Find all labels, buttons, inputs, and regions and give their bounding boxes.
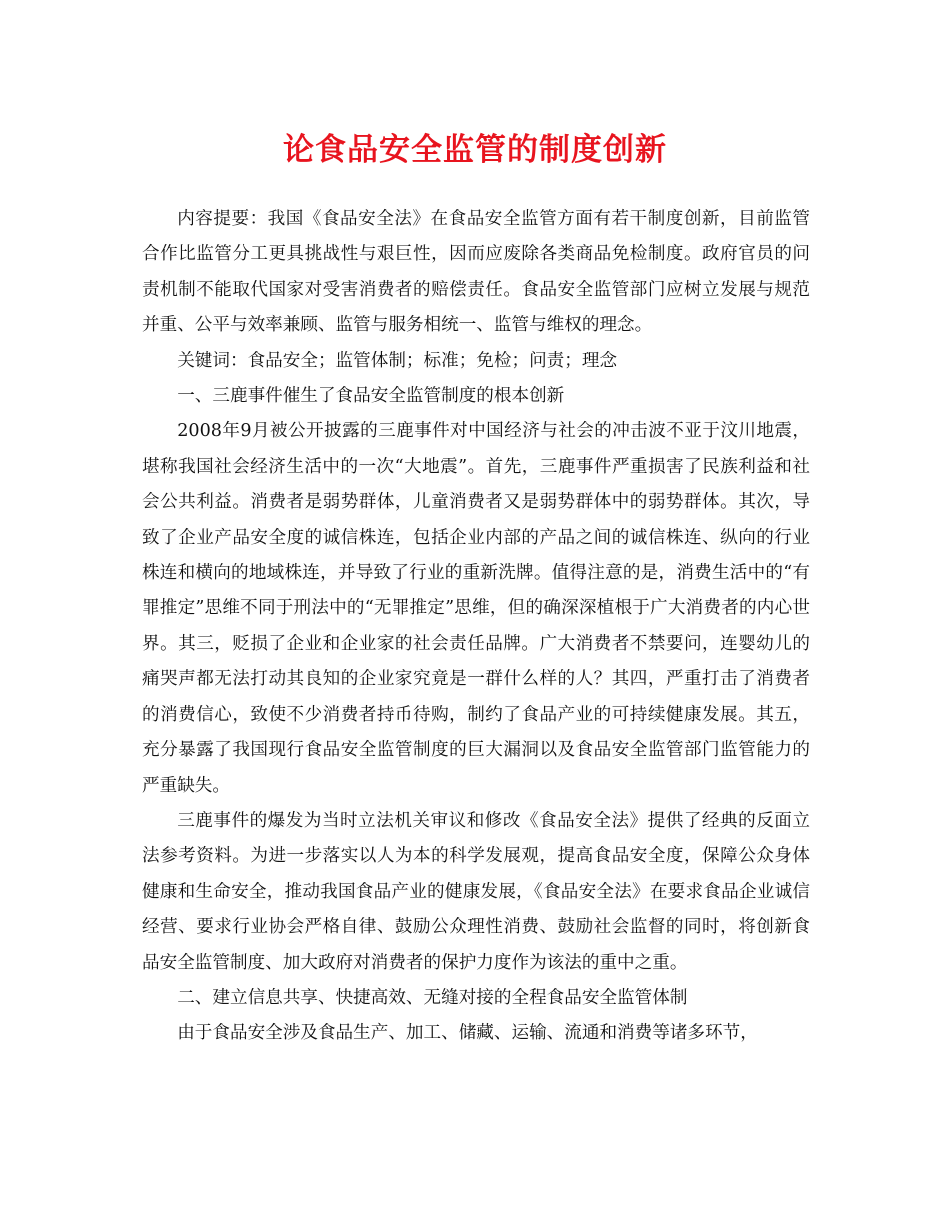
body-paragraph: 三鹿事件的爆发为当时立法机关审议和修改《食品安全法》提供了经典的反面立法参考资料。为进一步落实以人为本的科学发展观，提高食品安全度，保障公众身体健康和生命安全，推动我国食品产业的健康发展，《食品安全法》在要求食品企业诚信经营、要求行业协会严格自律、鼓励公众理性消费、鼓励社会监督的同时，将创新食品安全监管制度、加大政府对消费者的保护力度作为该法的重中之重。 (142, 810, 810, 973)
document-body (142, 202, 810, 1052)
body-paragraph: 由于食品安全涉及食品生产、加工、储藏、运输、流通和消费等诸多环节， (177, 1023, 758, 1044)
keywords-paragraph: 关键词：食品安全；监管体制；标准；免检；问责；理念 (177, 350, 618, 371)
document-title: 论食品安全监管的制度创新 (283, 132, 667, 168)
section-heading-1: 一、三鹿事件催生了食品安全监管制度的根本创新 (177, 386, 565, 407)
body-paragraph: 2008年9月被公开披露的三鹿事件对中国经济与社会的冲击波不亚于汶川地震，堪称我国社会经济生活中的一次“大地震”。首先，三鹿事件严重损害了民族利益和社会公共利益。消费者是弱势群体，儿童消费者又是弱势群体中的弱势群体。其次，导致了企业产品安全度的诚信株连，包括企业内部的产品之间的诚信株连、纵向的行业株连和横向的地域株连，并导致了行业的重新洗牌。值得注意的是，消费生活中的“有罪推定”思维不同于刑法中的“无罪推定”思维，但的确深深植根于广大消费者的内心世界。其三，贬损了企业和企业家的社会责任品牌。广大消费者不禁要问，连婴幼儿的痛哭声都无法打动其良知的企业家究竟是一群什么样的人？其四，严重打击了消费者的消费信心，致使不少消费者持币待购，制约了食品产业的可持续健康发展。其五，充分暴露了我国现行食品安全监管制度的巨大漏洞以及食品安全监管部门监管能力的严重缺失。 (142, 421, 810, 796)
abstract-paragraph: 内容提要：我国《食品安全法》在食品安全监管方面有若干制度创新，目前监管合作比监管分工更具挑战性与艰巨性，因而应废除各类商品免检制度。政府官员的问责机制不能取代国家对受害消费者的赔偿责任。食品安全监管部门应树立发展与规范并重、公平与效率兼顾、监管与服务相统一、监管与维权的理念。 (142, 209, 810, 336)
section-heading-2: 二、建立信息共享、快捷高效、无缝对接的全程食品安全监管体制 (177, 987, 688, 1008)
